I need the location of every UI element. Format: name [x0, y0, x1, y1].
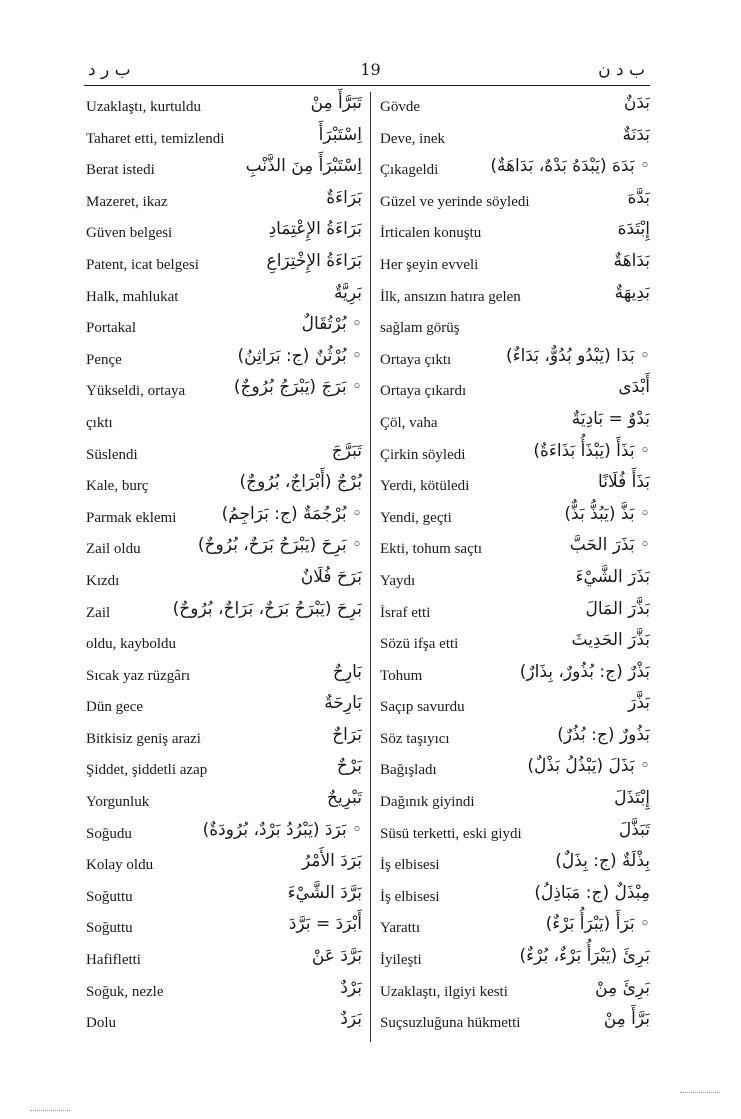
scan-speck [680, 1092, 720, 1093]
dictionary-entry [86, 914, 362, 946]
arabic-headword: بَارِحٌ [332, 661, 362, 682]
dictionary-entry [380, 756, 650, 788]
arabic-headword: بَرَّأَ مِنْ [603, 1009, 650, 1030]
arabic-headword: بَذَّرَ الحَدِيثَ [571, 630, 650, 651]
dictionary-entry [380, 693, 650, 725]
arabic-headword: ◦ بَذَرَ الحَبَّ [569, 535, 650, 556]
arabic-headword: مِبْذَلٌ (ج: مَبَاذِلُ) [534, 882, 650, 903]
turkish-meaning: Dağınık giyindi [380, 794, 475, 811]
arabic-headword: بِذْلَةٌ (ج: بِذَلٌ) [555, 851, 650, 872]
dictionary-entry [86, 441, 362, 473]
turkish-meaning: İş elbisesi [380, 857, 440, 874]
dictionary-entry [86, 93, 362, 125]
arabic-headword: بَرَّدَ عَنْ [311, 946, 362, 967]
turkish-meaning: Dün gece [86, 699, 144, 716]
dictionary-entry [380, 504, 650, 536]
arabic-headword: ◦ بَذَّ (يَبُذُّ بَذٌّ) [564, 503, 650, 524]
turkish-meaning: Her şeyin evveli [380, 256, 479, 273]
arabic-headword: بَرِئَ مِنْ [595, 977, 650, 998]
turkish-meaning: Şiddet, şiddetli azap [86, 762, 208, 779]
turkish-meaning: oldu, kayboldu [86, 636, 176, 653]
turkish-meaning: Ortaya çıktı [380, 351, 452, 368]
dictionary-entry [380, 441, 650, 473]
dictionary-entry [380, 251, 650, 283]
arabic-headword: بَدَنٌ [623, 93, 650, 113]
turkish-meaning: Tohum [380, 667, 423, 684]
arabic-headword: تَبَذَّلَ [618, 819, 650, 840]
dictionary-entry [380, 125, 650, 157]
turkish-meaning: Parmak eklemi [86, 509, 177, 526]
arabic-headword: ◦ بَذَلَ (يَبْذُلُ بَذْلٌ) [527, 756, 650, 777]
turkish-meaning: Güzel ve yerinde söyledi [380, 193, 530, 210]
turkish-meaning: Çıkageldi [380, 162, 439, 179]
dictionary-entry [86, 472, 362, 504]
left-column [86, 93, 362, 1041]
dictionary-entry [86, 788, 362, 820]
dictionary-entry [86, 599, 362, 631]
dictionary-entry [380, 851, 650, 883]
dictionary-entry [86, 978, 362, 1010]
arabic-headword: إِبْتَذَلَ [614, 788, 650, 809]
arabic-headword: ◦ بَرِحَ (يَبْرَحُ بَرَحٌ، بُرُوحٌ) [197, 535, 362, 556]
turkish-meaning: Bitkisiz geniş arazi [86, 730, 201, 747]
header-root-left: ب ر د [88, 60, 131, 80]
turkish-meaning: Soğudu [86, 825, 132, 842]
arabic-headword: بَرَحَ فُلَانٌ [300, 566, 362, 587]
turkish-meaning: Zail oldu [86, 541, 141, 558]
dictionary-entry [86, 1009, 362, 1041]
right-column [380, 93, 650, 1041]
turkish-meaning: İlk, ansızın hatıra gelen [380, 288, 521, 305]
dictionary-entry [380, 535, 650, 567]
dictionary-entry [380, 1009, 650, 1041]
dictionary-entry [380, 725, 650, 757]
arabic-headword: بَرِيَّةٌ [334, 282, 362, 303]
arabic-headword: بَذَّرَ [628, 693, 650, 714]
turkish-meaning: Portakal [86, 320, 136, 337]
turkish-meaning: Halk, mahlukat [86, 288, 179, 305]
arabic-headword: اِسْتَبْرَأَ مِنَ الذَّنْبِ [245, 156, 362, 177]
header-rule [84, 85, 650, 86]
dictionary-entry [86, 946, 362, 978]
arabic-headword: بَرَاءَةٌ [326, 187, 362, 208]
arabic-headword: ◦ بَدَا (يَبْدُو بُدُوٌّ، بَدَاءٌ) [505, 345, 650, 366]
dictionary-entry [380, 377, 650, 409]
turkish-meaning: Ekti, tohum saçtı [380, 541, 483, 558]
dictionary-entry [86, 283, 362, 315]
turkish-meaning: Uzaklaştı, kurtuldu [86, 99, 201, 115]
dictionary-entry [380, 346, 650, 378]
turkish-meaning: Berat istedi [86, 162, 155, 179]
dictionary-entry [86, 725, 362, 757]
arabic-headword: بَذَّرَ المَالَ [585, 598, 650, 619]
arabic-headword: تَبَرَّأَ مِنْ [310, 93, 362, 113]
turkish-meaning: Dolu [86, 1015, 116, 1032]
arabic-headword: بَذُورٌ (ج: بُذُرٌ) [557, 724, 650, 745]
dictionary-entry [380, 883, 650, 915]
dictionary-entry [86, 883, 362, 915]
turkish-meaning: Yerdi, kötüledi [380, 478, 470, 495]
dictionary-entry [86, 535, 362, 567]
turkish-meaning: Mazeret, ikaz [86, 193, 168, 210]
arabic-headword: ◦ بُرْجُمَةٌ (ج: بَرَاجِمُ) [221, 503, 362, 524]
arabic-headword: إِبْتَدَهَ [617, 219, 650, 240]
dictionary-entry [380, 283, 650, 315]
dictionary-entry [86, 630, 362, 662]
turkish-meaning: İsraf etti [380, 604, 431, 621]
turkish-meaning: Çirkin söyledi [380, 446, 466, 463]
arabic-headword: بَرِئَ (يَبْرَأُ بَرْءٌ، بُرْءٌ) [519, 946, 650, 967]
dictionary-entry [380, 93, 650, 125]
arabic-headword: ◦ بَرَدَ (يَبْرُدُ بَرْدٌ، بُرُودَةٌ) [202, 819, 362, 840]
turkish-meaning: Ortaya çıkardı [380, 383, 467, 400]
turkish-meaning: Soğuttu [86, 920, 133, 937]
arabic-headword: ◦ بُرْتُقَالٌ [301, 314, 362, 335]
dictionary-entry [86, 693, 362, 725]
arabic-headword: تَبْرِيحٌ [327, 788, 362, 809]
arabic-headword: بَذَأَ فُلَانًا [598, 472, 650, 493]
turkish-meaning: Kolay oldu [86, 857, 154, 874]
turkish-meaning: Uzaklaştı, ilgiyi kesti [380, 983, 508, 1000]
turkish-meaning: Gövde [380, 99, 420, 115]
dictionary-entry [86, 756, 362, 788]
arabic-headword: بَدَاهَةٌ [613, 250, 650, 271]
dictionary-entry [86, 377, 362, 409]
arabic-headword: بَرَاحٌ [332, 724, 362, 745]
dictionary-entry [380, 662, 650, 694]
dictionary-entry [380, 788, 650, 820]
dictionary-entry [86, 662, 362, 694]
arabic-headword: بَرَاءَةُ الإِخْتِرَاعِ [266, 250, 362, 271]
arabic-headword: بَدَنَةٌ [622, 124, 650, 145]
dictionary-entry [86, 156, 362, 188]
dictionary-entry [380, 978, 650, 1010]
dictionary-entry [86, 504, 362, 536]
arabic-headword: بَارِحَةٌ [324, 693, 362, 714]
arabic-headword: بُرْجٌ (أَبْرَاجٌ، بُرُوجٌ) [239, 472, 362, 493]
turkish-meaning: Yarattı [380, 920, 421, 937]
turkish-meaning: Deve, inek [380, 130, 445, 147]
header-root-right: ب د ن [598, 60, 645, 80]
dictionary-entry [380, 314, 650, 346]
turkish-meaning: Süslendi [86, 446, 138, 463]
dictionary-entry [86, 851, 362, 883]
scan-speck [30, 1110, 70, 1111]
turkish-meaning: Suçsuzluğuna hükmetti [380, 1015, 521, 1032]
turkish-meaning: Bağışladı [380, 762, 437, 779]
turkish-meaning: Zail [86, 604, 111, 621]
turkish-meaning: Patent, icat belgesi [86, 256, 199, 273]
turkish-meaning: İyileşti [380, 952, 422, 969]
turkish-meaning: Yorgunluk [86, 794, 150, 811]
arabic-headword: أَبْدَى [618, 377, 650, 398]
dictionary-entry [380, 946, 650, 978]
dictionary-entry [86, 820, 362, 852]
dictionary-entry [86, 346, 362, 378]
arabic-headword: بَرِحَ (يَبْرَحُ بَرَحٌ، بَرَاحٌ، بُرُوحٌ) [172, 598, 362, 619]
turkish-meaning: İş elbisesi [380, 888, 440, 905]
arabic-headword: ◦ بَرَأَ (يَبْرَأُ بَرْءٌ) [545, 914, 650, 935]
arabic-headword: بَرْدٌ [340, 977, 362, 998]
arabic-headword: ◦ بُرْثُنٌ (ج: بَرَاثِنُ) [237, 345, 362, 366]
arabic-headword: بَرَدٌ [340, 1009, 362, 1030]
dictionary-entry [380, 219, 650, 251]
dictionary-entry [380, 409, 650, 441]
dictionary-entry [380, 914, 650, 946]
arabic-headword: ◦ بَذَأَ (يَبْذَأُ بَذَاءَةٌ) [533, 440, 650, 461]
arabic-headword: اِسْتَبْرَأَ [318, 124, 362, 145]
dictionary-entry [380, 630, 650, 662]
dictionary-entry [380, 599, 650, 631]
turkish-meaning: Soğuttu [86, 888, 133, 905]
dictionary-entry [380, 820, 650, 852]
dictionary-entry [380, 472, 650, 504]
dictionary-entry [86, 314, 362, 346]
dictionary-entry [86, 567, 362, 599]
arabic-headword: بَرَدَ الأَمْرُ [302, 851, 362, 872]
arabic-headword: ◦ بَرَجَ (يَبْرَجُ بُرُوجٌ) [233, 377, 362, 398]
dictionary-entry [86, 251, 362, 283]
turkish-meaning: Söz taşıyıcı [380, 730, 450, 747]
dictionary-entry [86, 409, 362, 441]
turkish-meaning: Sıcak yaz rüzgârı [86, 667, 191, 684]
arabic-headword: بَرَاءَةُ الإِعْتِمَادِ [268, 219, 362, 240]
turkish-meaning: Kale, burç [86, 478, 149, 495]
turkish-meaning: Kızdı [86, 572, 120, 589]
dictionary-entry [380, 188, 650, 220]
turkish-meaning: Sözü ifşa etti [380, 636, 459, 653]
turkish-meaning: Taharet etti, temizlendi [86, 130, 225, 147]
turkish-meaning: Güven belgesi [86, 225, 173, 242]
arabic-headword: أَبْرَدَ = بَرَّدَ [288, 914, 362, 935]
arabic-headword: تَبَرَّجَ [331, 440, 362, 461]
dictionary-entry [380, 567, 650, 599]
turkish-meaning: Süsü terketti, eski giydi [380, 825, 522, 842]
dictionary-entry [86, 219, 362, 251]
turkish-meaning: Yükseldi, ortaya [86, 383, 186, 400]
turkish-meaning: Hafifletti [86, 952, 141, 969]
turkish-meaning: Pençe [86, 351, 122, 368]
page-number: 19 [360, 60, 381, 79]
arabic-headword: بَرْحٌ [336, 756, 362, 777]
turkish-meaning: Yendi, geçti [380, 509, 452, 526]
turkish-meaning: Saçıp savurdu [380, 699, 465, 716]
turkish-meaning: çıktı [86, 414, 113, 431]
arabic-headword: بَذْرٌ (ج: بُذُورٌ، بِذَارٌ) [519, 661, 650, 682]
arabic-headword: بَذَرَ الشَّيْءَ [575, 566, 650, 587]
dictionary-entry [380, 156, 650, 188]
arabic-headword: بَرَّدَ الشَّيْءَ [287, 882, 362, 903]
arabic-headword: بَدْوٌ = بَادِيَةٌ [571, 408, 650, 429]
dictionary-entry [86, 125, 362, 157]
arabic-headword: بَدِيهَةٌ [614, 282, 650, 303]
turkish-meaning: İrticalen konuştu [380, 225, 482, 242]
column-divider [370, 92, 371, 1042]
arabic-headword: بَدَّهَ [627, 187, 650, 208]
turkish-meaning: Çöl, vaha [380, 414, 438, 431]
turkish-meaning: Soğuk, nezle [86, 983, 164, 1000]
dictionary-entry [86, 188, 362, 220]
arabic-headword: ◦ بَدَهَ (يَبْدَهُ بَدْهٌ، بَدَاهَةٌ) [490, 156, 650, 177]
turkish-meaning: sağlam görüş [380, 320, 460, 337]
turkish-meaning: Yaydı [380, 572, 416, 589]
